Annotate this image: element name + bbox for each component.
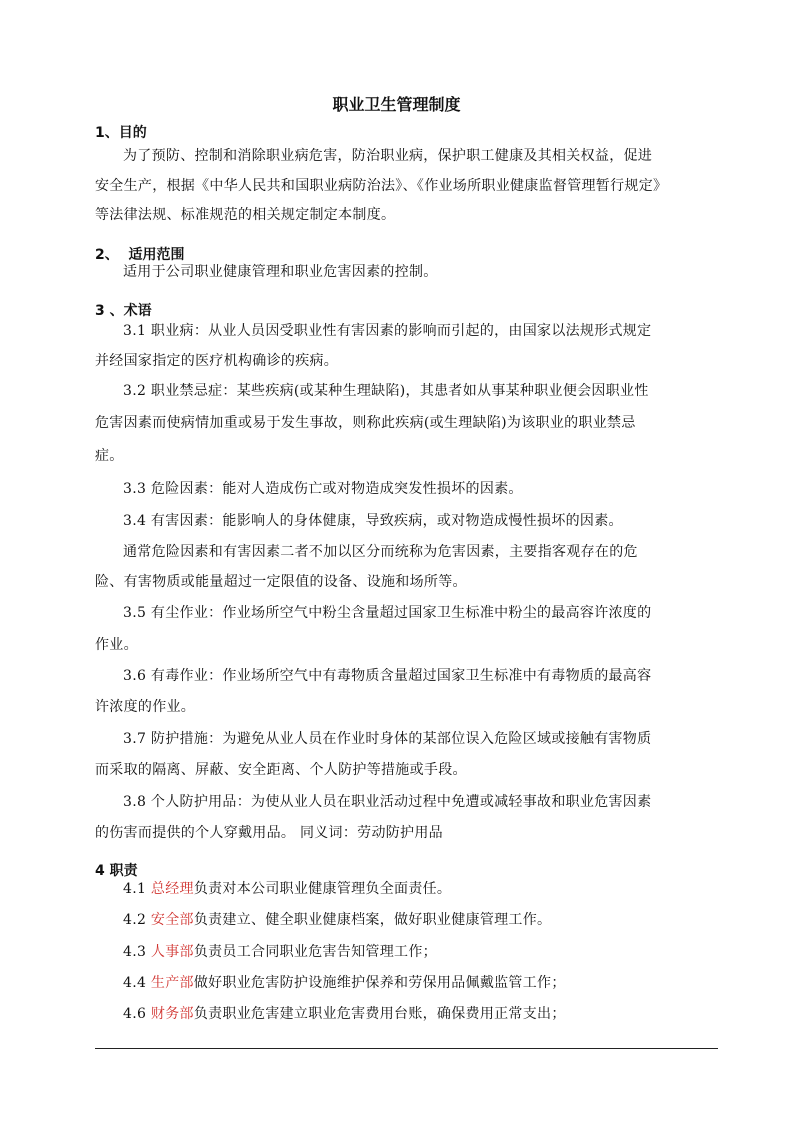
definition-line: 3.5 有尘作业：作业场所空气中粉尘含量超过国家卫生标准中粉尘的最高容许浓度的	[123, 605, 652, 621]
responsibility-row	[123, 973, 718, 993]
responsibility-row	[123, 879, 718, 899]
section-3-heading: 3 、术语	[95, 303, 152, 319]
department-name: 安全部	[150, 912, 194, 928]
responsibility-row	[123, 942, 718, 962]
section-1-line: 为了预防、控制和消除职业病危害，防治职业病，保护职工健康及其相关权益，促进	[123, 148, 653, 164]
definition-line: 3.3 危险因素：能对人造成伤亡或对物造成突发性损坏的因素。	[123, 481, 523, 497]
document-title: 职业卫生管理制度	[332, 95, 461, 114]
department-name: 生产部	[150, 975, 194, 991]
definition-line: 的伤害而提供的个人穿戴用品。 同义词：劳动防护用品	[95, 825, 443, 841]
responsibility-row	[123, 1004, 718, 1024]
responsibility-text: 负责职业危害建立职业危害费用台账，确保费用正常支出；	[193, 1006, 566, 1022]
section-2-heading: 2、 适用范围	[95, 247, 185, 263]
department-name: 总经理	[150, 881, 194, 897]
department-name: 财务部	[150, 1006, 194, 1022]
definition-line: 而采取的隔离、屏蔽、安全距离、个人防护等措施或手段。	[95, 762, 467, 778]
definition-line: 许浓度的作业。	[95, 699, 196, 715]
section-1-line: 安全生产，根据《中华人民共和国职业病防治法》、《作业场所职业健康监督管理暂行规定》	[95, 178, 668, 194]
responsibility-number: 4.3	[123, 944, 151, 960]
responsibility-text: 负责建立、健全职业健康档案，做好职业健康管理工作。	[193, 912, 552, 928]
definition-line: 并经国家指定的医疗机构确诊的疾病。	[95, 353, 339, 369]
responsibility-number: 4.1	[123, 881, 151, 897]
definition-line: 危害因素而使病情加重或易于发生事故，则称此疾病(或生理缺陷)为该职业的职业禁忌	[95, 415, 636, 431]
section-2-line: 适用于公司职业健康管理和职业危害因素的控制。	[123, 264, 438, 280]
responsibility-row	[123, 910, 718, 930]
definition-note: 通常危险因素和有害因素二者不加以区分而统称为危害因素，主要指客观存在的危	[123, 544, 638, 560]
definition-line: 症。	[95, 448, 124, 464]
definition-line: 3.4 有害因素：能影响人的身体健康，导致疾病，或对物造成慢性损坏的因素。	[123, 513, 623, 529]
responsibility-number: 4.6	[123, 1006, 151, 1022]
definition-line: 3.8 个人防护用品：为使从业人员在职业活动过程中免遭或减轻事故和职业危害因素	[123, 794, 652, 810]
section-1-heading: 1、目的	[95, 125, 147, 141]
definition-line: 作业。	[95, 637, 138, 653]
responsibility-text: 负责对本公司职业健康管理负全面责任。	[193, 881, 452, 897]
department-name: 人事部	[150, 944, 194, 960]
footer-divider	[95, 1048, 718, 1049]
responsibility-number: 4.4	[123, 975, 151, 991]
definition-line: 3.6 有毒作业：作业场所空气中有毒物质含量超过国家卫生标准中有毒物质的最高容	[123, 668, 652, 684]
responsibility-text: 负责员工合同职业危害告知管理工作；	[193, 944, 437, 960]
definition-note: 险、有害物质或能量超过一定限值的设备、设施和场所等。	[95, 574, 467, 590]
responsibility-number: 4.2	[123, 912, 151, 928]
responsibility-text: 做好职业危害防护设施维护保养和劳保用品佩戴监管工作；	[193, 975, 566, 991]
definition-line: 3.2 职业禁忌症：某些疾病(或某种生理缺陷)，其患者如从事某种职业便会因职业性	[123, 383, 649, 399]
section-1-line: 等法律法规、标准规范的相关规定制定本制度。	[95, 207, 396, 223]
definition-line: 3.7 防护措施：为避免从业人员在作业时身体的某部位误入危险区域或接触有害物质	[123, 731, 652, 747]
definition-line: 3.1 职业病：从业人员因受职业性有害因素的影响而引起的，由国家以法规形式规定	[123, 323, 652, 339]
section-4-heading: 4 职责	[95, 863, 138, 879]
